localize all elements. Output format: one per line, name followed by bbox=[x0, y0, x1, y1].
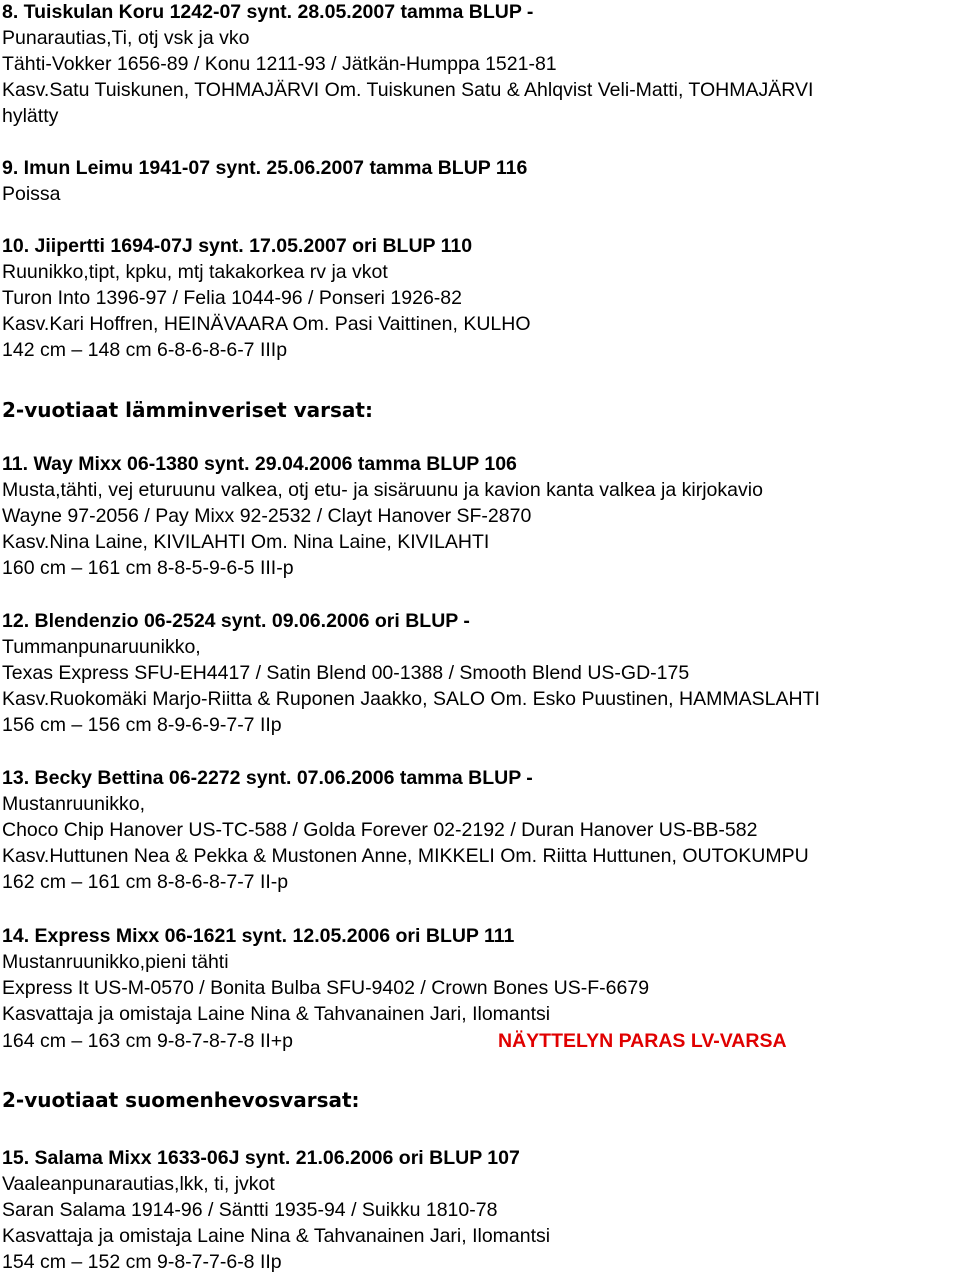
section-heading-finnhorse: 2-vuotiaat suomenhevosvarsat: bbox=[2, 1088, 360, 1112]
section-heading-warmblood: 2-vuotiaat lämminveriset varsat: bbox=[2, 398, 373, 422]
entry-13-owners: Kasv.Huttunen Nea & Pekka & Mustonen Anne, MIKKELI Om. Riitta Huttunen, OUTOKUMPU bbox=[2, 845, 809, 867]
entry-10-measures: 142 cm – 148 cm 6-8-6-8-6-7 IIIp bbox=[2, 339, 288, 361]
entry-9-result: Poissa bbox=[2, 183, 61, 205]
entry-9-title: 9. Imun Leimu 1941-07 synt. 25.06.2007 tamma BLUP 116 bbox=[2, 157, 528, 179]
entry-15-color: Vaaleanpunarautias,lkk, ti, jvkot bbox=[2, 1173, 275, 1195]
entry-14-measures-row bbox=[2, 1028, 958, 1054]
entry-12-title: 12. Blendenzio 06-2524 synt. 09.06.2006 ori BLUP - bbox=[2, 610, 470, 632]
entry-11-pedigree: Wayne 97-2056 / Pay Mixx 92-2532 / Clayt Hanover SF-2870 bbox=[2, 505, 532, 527]
entry-13-pedigree: Choco Chip Hanover US-TC-588 / Golda Forever 02-2192 / Duran Hanover US-BB-582 bbox=[2, 819, 758, 841]
entry-11-owners: Kasv.Nina Laine, KIVILAHTI Om. Nina Laine, KIVILAHTI bbox=[2, 531, 490, 553]
entry-14-owners: Kasvattaja ja omistaja Laine Nina & Tahvanainen Jari, Ilomantsi bbox=[2, 1003, 551, 1025]
entry-8-color: Punarautias,Ti, otj vsk ja vko bbox=[2, 27, 250, 49]
entry-15-measures: 154 cm – 152 cm 9-8-7-7-6-8 IIp bbox=[2, 1251, 282, 1273]
entry-15-pedigree: Saran Salama 1914-96 / Säntti 1935-94 / Suikku 1810-78 bbox=[2, 1199, 498, 1221]
entry-14-color: Mustanruunikko,pieni tähti bbox=[2, 951, 229, 973]
entry-15-title: 15. Salama Mixx 1633-06J synt. 21.06.2006 ori BLUP 107 bbox=[2, 1147, 520, 1169]
entry-13-title: 13. Becky Bettina 06-2272 synt. 07.06.2006 tamma BLUP - bbox=[2, 767, 533, 789]
entry-11-measures: 160 cm – 161 cm 8-8-5-9-6-5 III-p bbox=[2, 557, 294, 579]
entry-11-color: Musta,tähti, vej eturuunu valkea, otj etu- ja sisäruunu ja kavion kanta valkea ja kirjokavio bbox=[2, 479, 763, 501]
entry-13-measures: 162 cm – 161 cm 8-8-6-8-7-7 II-p bbox=[2, 871, 289, 893]
entry-14-pedigree: Express It US-M-0570 / Bonita Bulba SFU-9402 / Crown Bones US-F-6679 bbox=[2, 977, 650, 999]
entry-10-pedigree: Turon Into 1396-97 / Felia 1044-96 / Ponseri 1926-82 bbox=[2, 287, 462, 309]
entry-8-result: hylätty bbox=[2, 105, 59, 127]
entry-12-measures: 156 cm – 156 cm 8-9-6-9-7-7 IIp bbox=[2, 714, 282, 736]
entry-14-measures: 164 cm – 163 cm 9-8-7-8-7-8 II+p bbox=[2, 1030, 294, 1052]
entry-10-color: Ruunikko,tipt, kpku, mtj takakorkea rv ja vkot bbox=[2, 261, 388, 283]
entry-10-owners: Kasv.Kari Hoffren, HEINÄVAARA Om. Pasi Vaittinen, KULHO bbox=[2, 313, 531, 335]
entry-12-owners: Kasv.Ruokomäki Marjo-Riitta & Ruponen Jaakko, SALO Om. Esko Puustinen, HAMMASLAHTI bbox=[2, 688, 820, 710]
entry-8-owners: Kasv.Satu Tuiskunen, TOHMAJÄRVI Om. Tuiskunen Satu & Ahlqvist Veli-Matti, TOHMAJÄRVI bbox=[2, 79, 814, 101]
entry-14-title: 14. Express Mixx 06-1621 synt. 12.05.2006 ori BLUP 111 bbox=[2, 925, 515, 947]
entry-15-owners: Kasvattaja ja omistaja Laine Nina & Tahvanainen Jari, Ilomantsi bbox=[2, 1225, 551, 1247]
entry-8-pedigree: Tähti-Vokker 1656-89 / Konu 1211-93 / Jätkän-Humppa 1521-81 bbox=[2, 53, 557, 75]
entry-12-pedigree: Texas Express SFU-EH4417 / Satin Blend 00-1388 / Smooth Blend US-GD-175 bbox=[2, 662, 690, 684]
entry-12-color: Tummanpunaruunikko, bbox=[2, 636, 201, 658]
entry-10-title: 10. Jiipertti 1694-07J synt. 17.05.2007 ori BLUP 110 bbox=[2, 235, 473, 257]
entry-8-title: 8. Tuiskulan Koru 1242-07 synt. 28.05.2007 tamma BLUP - bbox=[2, 1, 534, 23]
entry-11-title: 11. Way Mixx 06-1380 synt. 29.04.2006 tamma BLUP 106 bbox=[2, 453, 517, 475]
award-best-warmblood-foal: NÄYTTELYN PARAS LV-VARSA bbox=[498, 1030, 787, 1052]
entry-13-color: Mustanruunikko, bbox=[2, 793, 146, 815]
